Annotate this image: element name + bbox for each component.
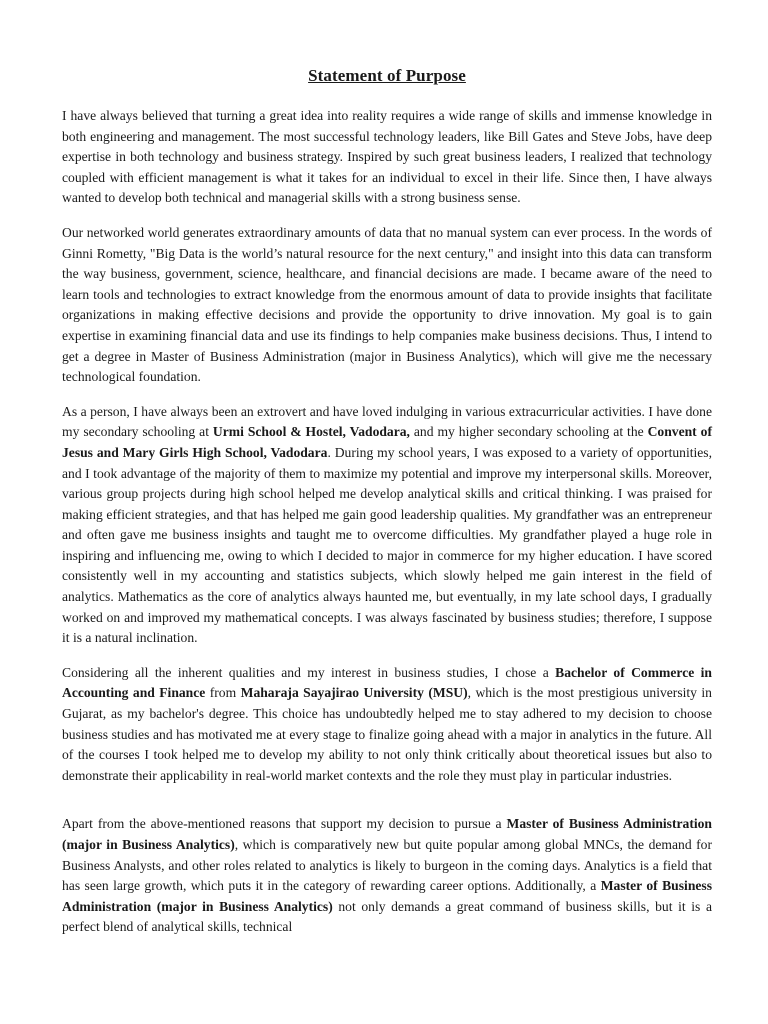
- paragraph-4-bold-degree: Bachelor of Commerce in Accounting and Finance: [62, 664, 712, 701]
- paragraph-5: [62, 814, 712, 938]
- paragraph-2: Our networked world generates extraordinary amounts of data that no manual system can ever process. In the words of Ginni Rometty, "Big Data is the world’s natural resource for the next century," and insight into this data can transform the way business, government, science, healthcare, and financial decisions are made. I became aware of the need to learn tools and technologies to extract knowledge from the enormous amount of data to provide insights that facilitate organizations in making effective decisions and provide the opportunity to drive innovation. My goal is to gain expertise in examining financial data and use its findings to help companies make business decisions. Thus, I intend to get a degree in Master of Business Administration (major in Business Analytics), which will give me the necessary technological foundation.: [62, 224, 712, 385]
- paragraph-5-bold-mba-1: Master of Business Administration (major in Business Analytics): [62, 816, 712, 852]
- paragraph-4-text-2: from: [205, 685, 241, 701]
- paragraph-5-text-1: Apart from the above-mentioned reasons that support my decision to pursue a: [62, 816, 507, 832]
- page-title: Statement of Purpose: [308, 66, 466, 85]
- paragraph-3-bold-school: Urmi School & Hostel, Vadodara,: [212, 424, 410, 440]
- paragraph-3-text-2: and my higher secondary schooling at the: [409, 424, 648, 440]
- paragraph-3-text-1: As a person, I have always been an extrovert and have loved indulging in various extracurricular activities. I have done my secondary schooling at: [62, 403, 712, 440]
- paragraph-1: I have always believed that turning a great idea into reality requires a wide range of skills and immense knowledge in both engineering and management. The most successful technology leaders, like Bill Gates and Steve Jobs, have deep expertise in both technology and business strategy. Inspired by such great business leaders, I realized that technology coupled with efficient management is what it takes for an individual to excel in their life. Since then, I have always wanted to develop both technical and managerial skills with a strong business sense.: [62, 108, 712, 206]
- paragraph-4-bold-university: Maharaja Sayajirao University (MSU): [240, 685, 468, 701]
- paragraph-4-text-3: , which is the most prestigious university in Gujarat, as my bachelor's degree. This choice has undoubtedly helped me to stay adhered to my decision to choose business studies and has motivated me at every stage to finalize going ahead with a major in analytics in the future. All of the courses I took helped me to develop my ability to not only think critically about theoretical issues but also to demonstrate their applicability in real-world market contexts and the role they must play in particular industries.: [62, 685, 712, 783]
- paragraph-5-text-3: not only demands a great command of business skills, but it is a perfect blend of analytical skills, technical: [62, 898, 712, 935]
- paragraph-3-bold-high-school: Convent of Jesus and Mary Girls High School, Vadodara: [62, 424, 712, 460]
- paragraph-5-bold-mba-2: Master of Business Administration (major in Business Analytics): [62, 878, 712, 914]
- paragraph-5-text-2: , which is comparatively new but quite popular among global MNCs, the demand for Business Analysts, and other roles related to analytics is likely to burgeon in the coming days. Analytics is a field that has seen large growth, which puts it in the category of rewarding career options. Additionally, a: [62, 837, 713, 894]
- document-page: [62, 66, 712, 952]
- paragraph-4: [62, 663, 712, 787]
- paragraph-3: [62, 402, 712, 649]
- paragraph-4-text-1: Considering all the inherent qualities and my interest in business studies, I chose a: [62, 664, 556, 680]
- paragraph-3-text-3: . During my school years, I was exposed to a variety of opportunities, and I took advantage of the majority of them to maximize my potential and improve my interpersonal skills. Moreover, various group projects during high school helped me develop analytical skills and critical thinking. I was praised for making efficient strategies, and that has helped me gain good leadership qualities. My grandfather was an entrepreneur and often gave me business insights and taught me to overcome difficulties. My grandfather played a huge role in inspiring and influencing me, owing to which I decided to major in commerce for my higher education. I have scored consistently well in my accounting and statistics subjects, which slowly helped me gain interest in the field of analytics. Mathematics as the core of analytics always haunted me, but eventually, in my late school days, I gradually worked on and improved my mathematical concepts. I was always fascinated by business studies; therefore, I suppose it is a natural inclination.: [62, 444, 712, 646]
